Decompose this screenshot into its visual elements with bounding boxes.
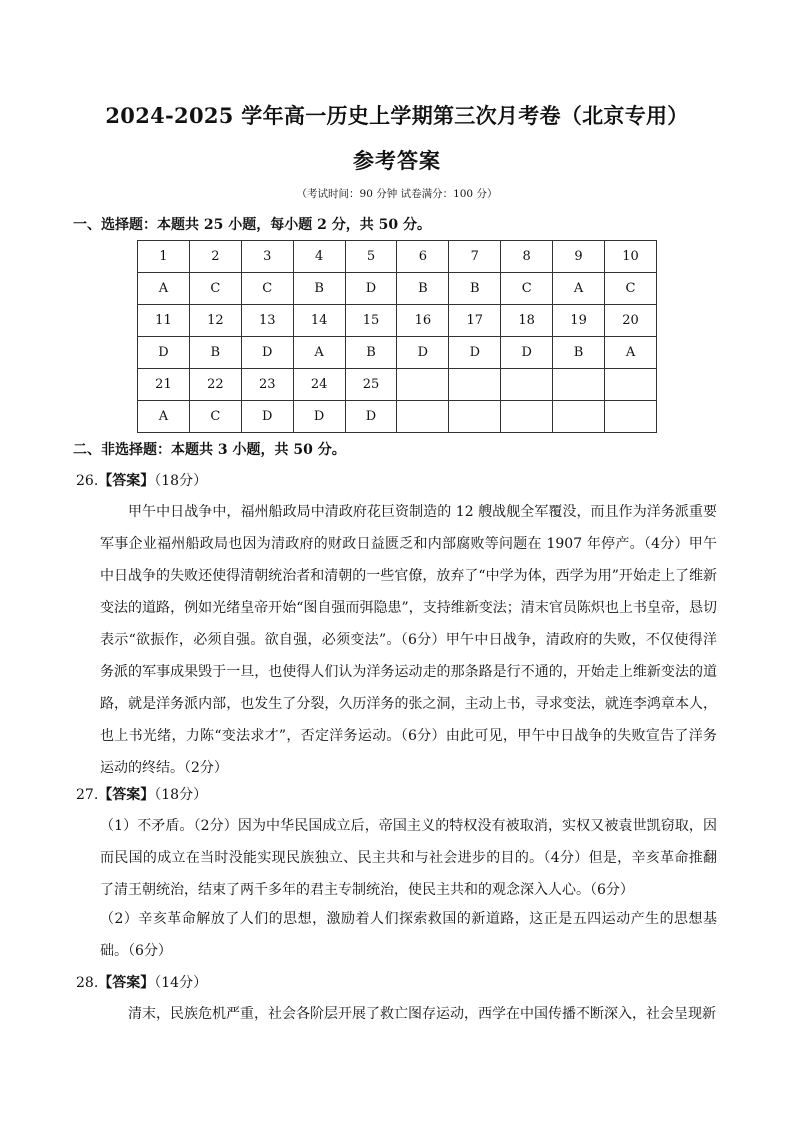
question-28-header (76, 972, 207, 992)
question-28-answer: 清末，民族危机严重，社会各阶层开展了救亡图存运动，西学在中国传播不断深入，社会呈现新 (128, 1006, 716, 1022)
question-number-cell: 16 (397, 305, 449, 337)
question-number-cell: 19 (553, 305, 605, 337)
section1-heading: 一、选择题：本题共 25 小题，每小题 2 分，共 50 分。 (73, 217, 431, 233)
answer-cell: A (553, 273, 605, 305)
answer-label: 【答案】 (98, 787, 155, 803)
question-score: （18分） (154, 473, 208, 489)
answer-cell: D (345, 273, 397, 305)
answer-cell: A (138, 401, 190, 433)
answer-cell: D (241, 337, 293, 369)
answer-cell: D (241, 401, 293, 433)
answer-cell: A (605, 337, 657, 369)
question-number-cell (501, 369, 553, 401)
answer-cell (501, 401, 553, 433)
question-number-cell: 12 (189, 305, 241, 337)
exam-info: （考试时间：90 分钟 试卷满分：100 分） (296, 188, 498, 200)
question-number-cell: 17 (449, 305, 501, 337)
question-number: 27. (76, 787, 99, 803)
question-26-header (76, 470, 207, 490)
question-number-cell: 6 (397, 241, 449, 273)
question-number-cell: 24 (293, 369, 345, 401)
answer-cell (397, 401, 449, 433)
question-number-cell: 20 (605, 305, 657, 337)
question-score: （18分） (154, 787, 208, 803)
question-number: 26. (76, 473, 99, 489)
question-number-cell: 23 (241, 369, 293, 401)
question-number-cell (553, 369, 605, 401)
answer-cell: A (293, 337, 345, 369)
answer-cell: C (501, 273, 553, 305)
answer-cell: C (189, 273, 241, 305)
answer-cell: A (138, 273, 190, 305)
question-number-cell: 3 (241, 241, 293, 273)
question-number-cell: 5 (345, 241, 397, 273)
question-number-cell (605, 369, 657, 401)
question-number-cell: 15 (345, 305, 397, 337)
question-27-part2: （2）辛亥革命解放了人们的思想，激励着人们探索救国的新道路，这正是五四运动产生的思想基础。（6分） (100, 911, 717, 959)
question-number-cell: 21 (138, 369, 190, 401)
question-27-part1: （1）不矛盾。（2分）因为中华民国成立后，帝国主义的特权没有被取消，实权又被袁世凯窃取，因而民国的成立在当时没能实现民族独立、民主共和与社会进步的目的。（4分）但是，辛亥革命推翻了清王朝统治，结束了两千多年的君主专制统治，使民主共和的观念深入人心。（6分） (100, 818, 717, 898)
question-number-cell (397, 369, 449, 401)
answer-cell: B (189, 337, 241, 369)
section2-heading: 二、非选择题：本题共 3 小题，共 50 分。 (73, 442, 346, 458)
question-number-cell: 8 (501, 241, 553, 273)
answer-cell: D (449, 337, 501, 369)
question-number-row (138, 369, 657, 401)
answer-row (138, 401, 657, 433)
answer-label: 【答案】 (98, 473, 155, 489)
question-number-cell: 7 (449, 241, 501, 273)
answer-cell: D (138, 337, 190, 369)
question-number-cell: 13 (241, 305, 293, 337)
question-number-cell: 1 (138, 241, 190, 273)
answer-cell: D (397, 337, 449, 369)
question-number-cell: 22 (189, 369, 241, 401)
answer-cell: C (189, 401, 241, 433)
answer-row (138, 273, 657, 305)
answer-cell: D (501, 337, 553, 369)
answer-table (137, 240, 657, 433)
answer-cell: B (553, 337, 605, 369)
page-subtitle: 参考答案 (353, 148, 441, 173)
answer-cell: C (241, 273, 293, 305)
question-26-answer: 甲午中日战争中，福州船政局中清政府花巨资制造的 12 艘战舰全军覆没，而且作为洋务派重要军事企业福州船政局也因为清政府的财政日益匮乏和内部腐败等问题在 1907 年停产。（4分）甲午中日战争的失败还使得清朝统治者和清朝的一些官僚，放弃了“中学为体，西学为用”开始走上了维新变法的道路，例如光绪皇帝开始“图自强而弭隐患”，支持维新变法；清末官员陈炽也上书皇帝，恳切表示“欲振作，必须自强。欲自强，必须变法”。（6分）甲午中日战争，清政府的失败，不仅使得洋务派的军事成果毁于一旦，也使得人们认为洋务运动走的那条路是行不通的，开始走上维新变法的道路，就是洋务派内部，也发生了分裂，久历洋务的张之洞，主动上书，寻求变法，就连李鸿章本人，也上书光绪，力陈“变法求才”，否定洋务运动。（6分）由此可见，甲午中日战争的失败宣告了洋务运动的终结。（2分） (100, 504, 717, 776)
answer-cell: D (345, 401, 397, 433)
answer-label: 【答案】 (98, 975, 155, 991)
question-number-cell: 25 (345, 369, 397, 401)
question-number-cell (449, 369, 501, 401)
answer-cell (605, 401, 657, 433)
answer-cell: B (293, 273, 345, 305)
question-number-cell: 14 (293, 305, 345, 337)
question-number-cell: 10 (605, 241, 657, 273)
answer-cell (449, 401, 501, 433)
question-27-header (76, 784, 207, 804)
question-number-cell: 2 (189, 241, 241, 273)
answer-cell: C (605, 273, 657, 305)
question-number-cell: 9 (553, 241, 605, 273)
question-number-row (138, 305, 657, 337)
question-number-cell: 18 (501, 305, 553, 337)
answer-cell: B (345, 337, 397, 369)
page-title: 2024-2025 学年高一历史上学期第三次月考卷（北京专用） (105, 103, 689, 128)
question-number-cell: 11 (138, 305, 190, 337)
question-number-row (138, 241, 657, 273)
answer-cell: B (397, 273, 449, 305)
question-number-cell: 4 (293, 241, 345, 273)
answer-cell: B (449, 273, 501, 305)
answer-row (138, 337, 657, 369)
question-score: （14分） (154, 975, 208, 991)
answer-cell: D (293, 401, 345, 433)
question-number: 28. (76, 975, 99, 991)
answer-cell (553, 401, 605, 433)
